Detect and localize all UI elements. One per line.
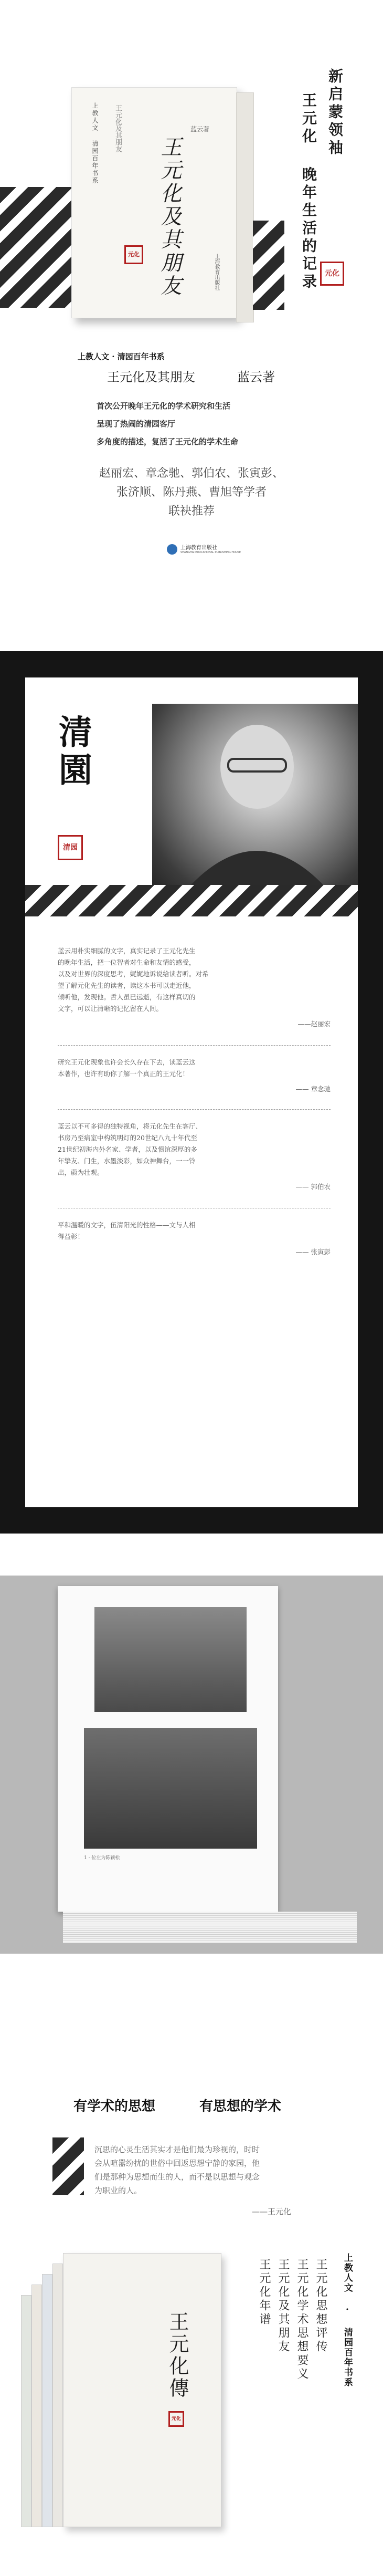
intro-line: 呈现了热闹的清园客厅: [97, 419, 176, 429]
quote-divider: [58, 1045, 331, 1046]
recommenders-line: 张济顺、陈丹燕、曹旭等学者: [116, 486, 267, 499]
quote-line: 本著作，也许有助你了解一个真正的王元化！: [58, 1070, 189, 1078]
stripe-band-right: [253, 221, 284, 310]
box-seal: [168, 2411, 184, 2427]
closing-quote-line: 沉思的心灵生活其实才是他们最为珍视的，时时: [94, 2145, 260, 2154]
slogan-right: 有思想的学术: [199, 2099, 282, 2114]
quote-line: 21世纪初海内外名家、学者，以及慎谊深厚的多: [58, 1145, 197, 1153]
box-spine-2: [42, 2274, 52, 2527]
series-label: 上教人文 · 清园百年书系: [78, 352, 165, 361]
intro-line: 多角度的描述，复活了王元化的学术生命: [97, 437, 239, 446]
spread-caption: 1 · 位左为陈颖松: [84, 1855, 120, 1861]
series-set-title: 王元化学术思想要义: [295, 2258, 308, 2381]
spread-page: [58, 1586, 278, 1912]
closing-quote-author: ——王元化: [252, 2207, 292, 2216]
cover-title-small: 王元化及其朋友: [114, 105, 122, 152]
publisher-name-cn: 上海教育出版社: [180, 545, 217, 551]
cover-author: [190, 124, 209, 133]
quote-line: 年挚友、门生，水墨淡彩，如众神舞台，一一铃: [58, 1157, 196, 1165]
cover-author-name: 蓝云: [190, 126, 204, 133]
quote-author: —— 郭伯农: [295, 1183, 331, 1191]
recommenders-line: 联袂推荐: [168, 505, 215, 518]
stripe-band: [0, 187, 71, 308]
slogan-left: 有学术的思想: [73, 2099, 156, 2114]
spread-photo-bottom: [84, 1728, 257, 1849]
box-calligraphy: 王元化傳: [166, 2311, 189, 2400]
intro-line: 首次公开晚年王元化的学术研究和生活: [97, 401, 231, 411]
quote-author: ——赵丽宏: [297, 1020, 331, 1028]
quote-author: —— 张寅彭: [295, 1248, 331, 1256]
quote-line: 的晚年生活，把一位智者对生命和友情的感受，: [58, 958, 196, 966]
series-set-title: 王元化年谱: [258, 2258, 271, 2327]
recommenders-line: 赵丽宏、章念驰、郭伯农、张寅彭、: [99, 467, 284, 480]
headline-seal-text: 元化: [325, 269, 339, 278]
quote-line: 倾听他，发现他。哲人虽已远逝，有这样真切的: [58, 993, 196, 1001]
book-cover: [71, 87, 237, 318]
cover-series: [91, 102, 100, 184]
publisher-logo: [167, 542, 241, 558]
slogan-stripe: [52, 2137, 84, 2195]
publisher-logo-icon: [167, 544, 177, 555]
endorsement-quote: [58, 1219, 331, 1243]
quote-line: 研究王元化现象也许会长久存在下去，读蓝云这: [58, 1058, 196, 1066]
cover-author-suffix: 著: [203, 126, 210, 133]
cover-publisher: 上海教育出版社: [214, 254, 219, 290]
portrait-photo: [152, 704, 358, 893]
spread-photo-top: [94, 1607, 247, 1712]
quote-line: 以及对世界的深度思考，娓娓地诉说给读者听。对希: [58, 970, 209, 978]
headline-seal: [320, 262, 344, 286]
box-seal-text: 元化: [171, 2416, 181, 2422]
quote-line: 得益彰！: [58, 1233, 84, 1240]
book-title: 王元化及其朋友: [107, 370, 195, 384]
quote-divider: [58, 1109, 331, 1110]
cover-series-line: 清园百年书系: [91, 140, 99, 184]
quote-line: 望了解元化先生的读者，读这本书可以走近他，: [58, 982, 196, 989]
book-author: 蓝云著: [237, 370, 275, 384]
box-spine-4: [21, 2295, 31, 2527]
closing-quote-line: 为职业的人。: [94, 2186, 142, 2195]
portrait-figure: [152, 704, 358, 893]
cover-series-line: 上教人文: [91, 102, 99, 132]
quote-line: 蓝云以不可多得的独特视角，将元化先生在客厅、: [58, 1122, 203, 1130]
quote-line: 书房乃至病室中构筑明灯的20世纪八九十年代至: [58, 1134, 197, 1142]
publisher-name-en: SHANGHAI EDUCATIONAL PUBLISHING HOUSE: [180, 551, 241, 554]
headline-line1: 新启蒙领袖: [326, 68, 344, 158]
closing-quote-line: 们是那种为思想而生的人，而不是以思想与观念: [94, 2172, 260, 2182]
qingyuan-seal-text: 清园: [63, 843, 78, 852]
series-set-label: 上教人文 · 清园百年书系: [342, 2253, 353, 2387]
cover-seal: [124, 245, 143, 264]
closing-quote: [94, 2143, 336, 2197]
qingyuan-seal: [58, 835, 83, 860]
endorsement-quote: [58, 1121, 331, 1179]
box-spine-3: [31, 2285, 42, 2527]
quote-line: 文字，可以让清晰的记忆留在人间。: [58, 1005, 163, 1013]
book-spine: [236, 92, 254, 322]
endorsement-stripe: [25, 885, 358, 916]
page-stack: [63, 1912, 357, 1943]
endorsement-quote: [58, 1057, 331, 1080]
closing-quote-line: 会从喧嚣纷扰的世俗中回返思想宁静的家园，他: [94, 2158, 260, 2168]
box-set: [63, 2253, 221, 2527]
qingyuan-calligraphy: 清園: [53, 714, 92, 790]
quote-line: 蓝云用朴实细腻的文字，真实记录了王元化先生: [58, 947, 196, 955]
cover-seal-text: 元化: [128, 251, 140, 258]
series-set-title: 王元化思想评传: [314, 2258, 327, 2354]
headline-line2: 王元化 晚年生活的记录: [300, 92, 317, 291]
box-spine-1: [52, 2264, 63, 2527]
cover-calligraphy: 王元化及其朋友: [157, 136, 182, 298]
endorsement-quote: [58, 945, 331, 1015]
quote-author: —— 章念驰: [295, 1085, 331, 1093]
series-set-title: 王元化及其朋友: [276, 2258, 290, 2354]
quote-line: 出，蔚为壮观。: [58, 1169, 104, 1176]
quote-line: 平和温暖的文字，伍清阳光的性格——文与人相: [58, 1221, 196, 1229]
